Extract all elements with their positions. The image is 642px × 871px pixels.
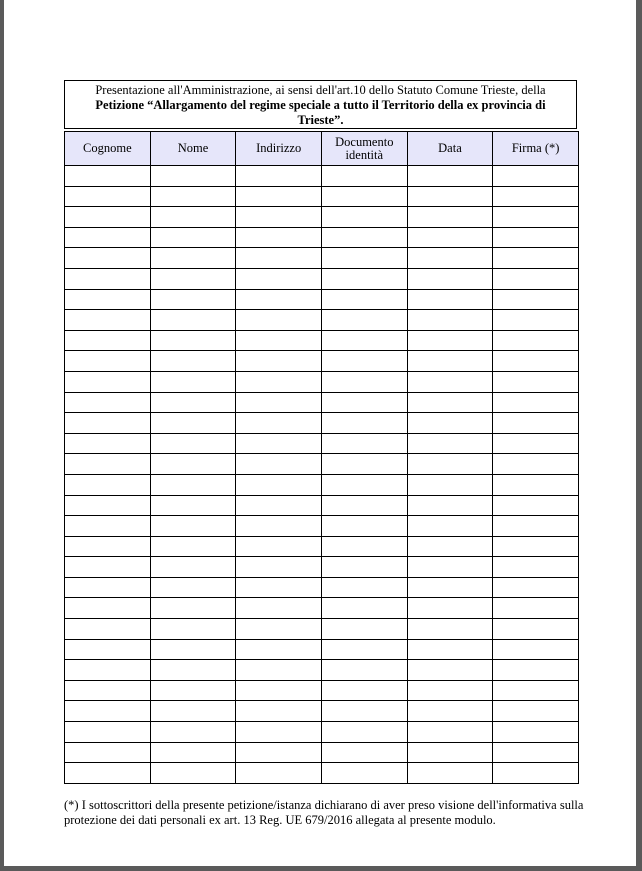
signature-cell: [150, 227, 236, 248]
signature-cell: [407, 413, 493, 434]
table-row: [65, 763, 579, 784]
signature-cell: [407, 536, 493, 557]
table-row: [65, 742, 579, 763]
signature-cell: [65, 701, 151, 722]
signature-cell: [150, 186, 236, 207]
signature-cell: [150, 433, 236, 454]
signature-cell: [407, 289, 493, 310]
table-row: [65, 433, 579, 454]
signature-cell: [321, 680, 407, 701]
signature-cell: [493, 227, 579, 248]
signature-cell: [65, 660, 151, 681]
table-row: [65, 413, 579, 434]
signature-cell: [493, 186, 579, 207]
signature-cell: [493, 639, 579, 660]
signature-cell: [65, 680, 151, 701]
signature-cell: [150, 536, 236, 557]
signature-cell: [65, 433, 151, 454]
signature-cell: [493, 207, 579, 228]
signature-cell: [407, 680, 493, 701]
signature-cell: [493, 536, 579, 557]
signature-cell: [236, 474, 322, 495]
signature-cell: [65, 392, 151, 413]
signature-cell: [65, 474, 151, 495]
signature-cell: [321, 660, 407, 681]
table-row: [65, 351, 579, 372]
signature-cell: [65, 227, 151, 248]
signature-cell: [407, 763, 493, 784]
signature-cell: [493, 722, 579, 743]
signature-cell: [321, 557, 407, 578]
signature-cell: [236, 392, 322, 413]
petition-header-box: [64, 80, 577, 129]
signature-cell: [150, 310, 236, 331]
signature-cell: [321, 598, 407, 619]
table-row: [65, 330, 579, 351]
table-body: [65, 166, 579, 784]
signature-cell: [493, 577, 579, 598]
signature-cell: [321, 330, 407, 351]
signature-cell: [65, 598, 151, 619]
signature-cell: [236, 413, 322, 434]
signature-cell: [321, 186, 407, 207]
signature-cell: [493, 516, 579, 537]
table-row: [65, 186, 579, 207]
signature-cell: [321, 433, 407, 454]
signature-cell: [321, 454, 407, 475]
signature-cell: [321, 701, 407, 722]
signature-cell: [407, 557, 493, 578]
signature-cell: [236, 619, 322, 640]
signature-cell: [236, 351, 322, 372]
signature-cell: [65, 619, 151, 640]
signature-cell: [150, 413, 236, 434]
table-row: [65, 639, 579, 660]
signature-cell: [150, 619, 236, 640]
signature-cell: [65, 207, 151, 228]
signature-cell: [321, 516, 407, 537]
signature-cell: [321, 392, 407, 413]
viewer-frame-right: [636, 0, 642, 871]
signature-cell: [407, 186, 493, 207]
signature-cell: [236, 598, 322, 619]
signature-cell: [236, 207, 322, 228]
signature-cell: [407, 248, 493, 269]
signature-cell: [150, 701, 236, 722]
table-header-row: [65, 132, 579, 166]
signature-cell: [321, 207, 407, 228]
signature-cell: [150, 722, 236, 743]
signature-cell: [407, 495, 493, 516]
signature-cell: [65, 742, 151, 763]
signature-cell: [493, 289, 579, 310]
signature-cell: [236, 186, 322, 207]
signature-cell: [493, 371, 579, 392]
signature-cell: [65, 557, 151, 578]
signature-cell: [150, 763, 236, 784]
signature-cell: [407, 516, 493, 537]
signature-cell: [150, 248, 236, 269]
signature-cell: [150, 268, 236, 289]
table-row: [65, 392, 579, 413]
signature-cell: [150, 598, 236, 619]
signature-cell: [236, 433, 322, 454]
signature-cell: [321, 227, 407, 248]
signature-cell: [150, 557, 236, 578]
signature-cell: [236, 268, 322, 289]
signature-cell: [150, 166, 236, 187]
signature-cell: [236, 330, 322, 351]
table-row: [65, 495, 579, 516]
signature-cell: [493, 268, 579, 289]
signature-cell: [493, 330, 579, 351]
table-row: [65, 227, 579, 248]
signature-cell: [150, 289, 236, 310]
signature-cell: [150, 577, 236, 598]
signature-cell: [65, 454, 151, 475]
signature-cell: [321, 742, 407, 763]
signature-cell: [236, 289, 322, 310]
table-row: [65, 454, 579, 475]
signature-cell: [236, 557, 322, 578]
signature-cell: [493, 310, 579, 331]
signature-cell: [321, 413, 407, 434]
signature-cell: [493, 598, 579, 619]
signature-cell: [407, 371, 493, 392]
signature-cell: [150, 330, 236, 351]
signature-cell: [493, 413, 579, 434]
signature-cell: [150, 207, 236, 228]
signature-cell: [407, 722, 493, 743]
column-header-firma: Firma (*): [493, 132, 579, 166]
signature-cell: [65, 186, 151, 207]
signature-cell: [493, 680, 579, 701]
signature-cell: [407, 310, 493, 331]
signature-cell: [407, 454, 493, 475]
signature-cell: [65, 268, 151, 289]
signature-cell: [236, 742, 322, 763]
table-row: [65, 310, 579, 331]
signature-cell: [493, 495, 579, 516]
signature-cell: [65, 516, 151, 537]
signature-cell: [65, 763, 151, 784]
signature-cell: [65, 330, 151, 351]
column-header-nome: Nome: [150, 132, 236, 166]
signature-cell: [493, 248, 579, 269]
table-row: [65, 660, 579, 681]
signature-cell: [236, 763, 322, 784]
signature-cell: [65, 536, 151, 557]
signature-cell: [65, 371, 151, 392]
signature-cell: [407, 207, 493, 228]
column-header-indirizzo: Indirizzo: [236, 132, 322, 166]
signature-cell: [407, 598, 493, 619]
signature-cell: [65, 639, 151, 660]
signature-cell: [65, 166, 151, 187]
signature-cell: [321, 268, 407, 289]
signature-cell: [150, 516, 236, 537]
table-row: [65, 577, 579, 598]
privacy-footnote: (*) I sottoscrittori della presente petizione/istanza dichiarano di aver preso visione dell'informativa sulla protezione dei dati personali ex art. 13 Reg. UE 679/2016 allegata al presente modulo.: [64, 798, 584, 827]
signature-cell: [236, 639, 322, 660]
signature-cell: [493, 474, 579, 495]
signature-cell: [321, 619, 407, 640]
signature-cell: [407, 166, 493, 187]
signature-cell: [407, 392, 493, 413]
signature-cell: [321, 310, 407, 331]
table-row: [65, 166, 579, 187]
signature-cell: [236, 660, 322, 681]
signature-cell: [65, 289, 151, 310]
signature-cell: [493, 660, 579, 681]
signature-cell: [321, 639, 407, 660]
signature-cell: [236, 454, 322, 475]
signature-cell: [407, 474, 493, 495]
signature-cell: [65, 413, 151, 434]
signature-cell: [150, 454, 236, 475]
signature-cell: [407, 268, 493, 289]
signature-cell: [321, 166, 407, 187]
table-row: [65, 722, 579, 743]
signature-cell: [493, 454, 579, 475]
table-row: [65, 619, 579, 640]
column-header-cognome: Cognome: [65, 132, 151, 166]
signature-cell: [321, 371, 407, 392]
signature-table: [64, 131, 579, 784]
signature-cell: [65, 351, 151, 372]
signature-cell: [407, 701, 493, 722]
table-row: [65, 207, 579, 228]
signature-cell: [321, 351, 407, 372]
signature-cell: [321, 763, 407, 784]
signature-cell: [236, 248, 322, 269]
signature-cell: [150, 351, 236, 372]
table-row: [65, 248, 579, 269]
signature-cell: [236, 166, 322, 187]
signature-cell: [150, 660, 236, 681]
petition-title: Petizione “Allargamento del regime speciale a tutto il Territorio della ex provincia di Trieste”.: [95, 98, 546, 127]
signature-cell: [150, 742, 236, 763]
column-header-documento: Documento identità: [321, 132, 407, 166]
signature-cell: [65, 248, 151, 269]
table-row: [65, 474, 579, 495]
signature-cell: [493, 166, 579, 187]
signature-cell: [150, 392, 236, 413]
signature-cell: [321, 474, 407, 495]
signature-cell: [321, 722, 407, 743]
signature-cell: [493, 433, 579, 454]
signature-cell: [493, 392, 579, 413]
signature-cell: [493, 742, 579, 763]
signature-cell: [150, 371, 236, 392]
signature-cell: [407, 639, 493, 660]
signature-cell: [236, 680, 322, 701]
signature-cell: [236, 577, 322, 598]
table-row: [65, 371, 579, 392]
signature-cell: [407, 351, 493, 372]
table-row: [65, 268, 579, 289]
table-row: [65, 289, 579, 310]
signature-cell: [321, 577, 407, 598]
signature-cell: [236, 722, 322, 743]
signature-cell: [407, 577, 493, 598]
signature-cell: [493, 351, 579, 372]
signature-cell: [236, 310, 322, 331]
signature-cell: [236, 227, 322, 248]
signature-cell: [65, 722, 151, 743]
table-row: [65, 557, 579, 578]
signature-cell: [321, 495, 407, 516]
signature-cell: [321, 289, 407, 310]
signature-cell: [150, 474, 236, 495]
signature-cell: [407, 660, 493, 681]
signature-cell: [236, 536, 322, 557]
signature-cell: [407, 330, 493, 351]
signature-cell: [150, 680, 236, 701]
signature-cell: [236, 701, 322, 722]
signature-cell: [493, 619, 579, 640]
signature-cell: [150, 639, 236, 660]
signature-cell: [407, 227, 493, 248]
table-row: [65, 516, 579, 537]
signature-cell: [493, 701, 579, 722]
table-row: [65, 536, 579, 557]
signature-cell: [493, 557, 579, 578]
signature-cell: [65, 310, 151, 331]
signature-cell: [150, 495, 236, 516]
petition-header-intro: Presentazione all'Amministrazione, ai sensi dell'art.10 dello Statuto Comune Trieste, della: [95, 83, 546, 97]
signature-cell: [65, 577, 151, 598]
signature-cell: [236, 516, 322, 537]
signature-cell: [407, 742, 493, 763]
column-header-data: Data: [407, 132, 493, 166]
signature-cell: [321, 536, 407, 557]
signature-cell: [236, 495, 322, 516]
signature-cell: [407, 619, 493, 640]
viewer-frame-bottom: [0, 866, 642, 871]
table-row: [65, 701, 579, 722]
table-row: [65, 680, 579, 701]
signature-cell: [236, 371, 322, 392]
signature-cell: [407, 433, 493, 454]
signature-cell: [65, 495, 151, 516]
table-row: [65, 598, 579, 619]
signature-cell: [493, 763, 579, 784]
signature-cell: [321, 248, 407, 269]
